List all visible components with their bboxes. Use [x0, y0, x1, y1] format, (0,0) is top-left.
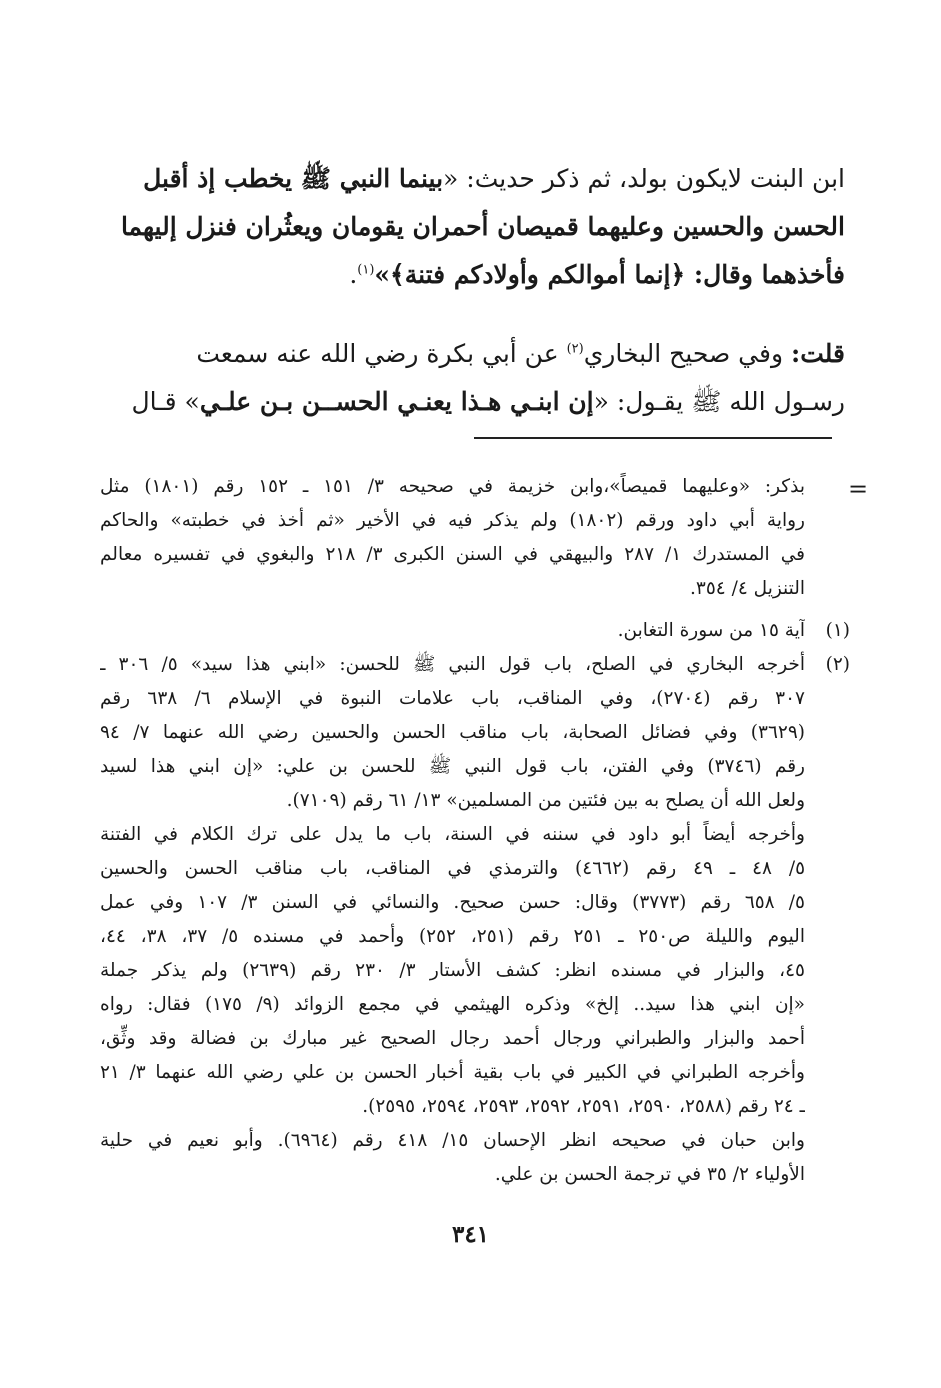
footnote-line: أخرجه البخاري في الصلح، باب قول النبي ﷺ للحسن: «ابني هذا سيد» ٥/ ٣٠٦ ـ — [100, 654, 805, 675]
main-text-run: ابن البنت لايكون بولد، ثم ذكر حديث: « — [443, 164, 845, 193]
footnote-line: أحمد والبزار والطبراني ورجال أحمد رجال الصحيح غير مبارك بن فضالة وقد وثِّق، — [100, 1028, 805, 1049]
hadith-text: فأخذهما وقال: ﴿إنما أموالكم وأولادكم فتنة﴾» — [374, 260, 845, 289]
footnote-line: «إن ابني هذا سيد.. إلخ» وذكره الهيثمي في مجمع الزوائد (٩/ ١٧٥) فقال: رواه — [100, 994, 805, 1015]
footnote-line: اليوم والليلة ص٢٥٠ ـ ٢٥١ رقم (٢٥١، ٢٥٢) وأحمد في مسنده ٥/ ٣٧، ٣٨، ٤٤، — [100, 926, 805, 947]
footnote-separator — [474, 437, 832, 439]
footnote-number-1: (١) — [825, 620, 850, 641]
footnote-line: الأولياء ٢/ ٣٥ في ترجمة الحسن بن علي. — [494, 1164, 805, 1185]
footnote-line: وابن حبان في صحيحه انظر الإحسان ١٥/ ٤١٨ رقم (٦٩٦٤). وأبو نعيم في حلية — [100, 1130, 805, 1151]
hadith-text: بينما النبي ﷺ يخطب إذ أقبل — [143, 164, 444, 193]
page-number: ٣٤١ — [451, 1221, 490, 1248]
footnote-2-abudawud — [100, 818, 805, 1124]
footnote-line: (٣٦٢٩) وفي فضائل الصحابة، باب مناقب الحسن والحسين رضي الله عنهما ٧/ ٩٤ — [100, 722, 805, 743]
main-text-run: . — [349, 260, 358, 289]
main-text-run: رسـول الله ﷺ يقـول: « — [593, 387, 845, 416]
footnote-line: ٥/ ٤٨ ـ ٤٩ رقم (٤٦٦٢) والترمذي في المناقب، باب مناقب الحسن والحسين — [100, 858, 805, 879]
footnote-line: ولعل الله أن يصلح به بين فئتين من المسلمين» ١٣/ ٦١ رقم (٧١٠٩). — [286, 790, 805, 811]
hadith-text: إن ابنـي هـذا يعنـي الحســن بـن علـي — [199, 387, 594, 416]
footnote-line: في المستدرك ١/ ٢٨٧ والبيهقي في السنن الكبرى ٣/ ٢١٨ والبغوي في تفسيره معالم — [100, 544, 805, 565]
footnote-line: وأخرجه أيضاً أبو داود في سننه في السنة، باب ما يدل على ترك الكلام في الفتنة — [100, 824, 805, 845]
main-paragraph-2 — [100, 330, 845, 426]
main-text-run: عن أبي بكرة رضي الله عنه سمعت — [196, 339, 567, 368]
footnote-line: رواية أبي داود ورقم (١٨٠٢) ولم يذكر فيه في الأخير «ثم أخذ في خطبته» والحاكم — [100, 510, 805, 531]
footnote-line: وأخرجه الطبراني في الكبير في باب بقية أخبار الحسن بن علي رضي الله عنهما ٣/ ٢١ — [100, 1062, 805, 1083]
main-text-run: » قـال — [131, 387, 200, 416]
footnote-line: ٤٥، والبزار في مسنده انظر: كشف الأستار ٣/ ٢٣٠ رقم (٢٦٣٩) ولم يذكر جملة — [100, 960, 805, 981]
qultu-label: قلت: — [790, 339, 845, 368]
footnote-2-ibnhibban — [100, 1124, 805, 1192]
footnote-ref: (٢) — [566, 341, 584, 357]
footnote-line: رقم (٣٧٤٦) وفي الفتن، باب قول النبي ﷺ للحسن بن علي: «إن ابني هذا لسيد — [100, 756, 805, 777]
footnote-line: ٣٠٧ رقم (٢٧٠٤)، وفي المناقب، باب علامات النبوة في الإسلام ٦/ ٦٣٨ رقم — [100, 688, 805, 709]
main-line — [100, 251, 845, 299]
footnote-line: آية ١٥ من سورة التغابن. — [617, 620, 805, 641]
footnote-line: التنزيل ٤/ ٣٥٤. — [690, 578, 805, 599]
main-line — [100, 330, 845, 378]
footnote-line: بذكر: «وعليهما قميصاً»،وابن خزيمة في صحيحه ٣/ ١٥١ ـ ١٥٢ رقم (١٨٠١) مثل — [100, 476, 805, 497]
footnote-line: ـ ٢٤ رقم (٢٥٨٨، ٢٥٩٠، ٢٥٩١، ٢٥٩٢، ٢٥٩٣، ٢٥٩٤، ٢٥٩٥). — [362, 1096, 805, 1117]
main-line — [100, 378, 845, 426]
main-line — [100, 155, 845, 203]
main-line: الحسن والحسين وعليهما قميصان أحمران يقومان ويعثُران فنزل إليهما — [120, 212, 845, 241]
continuation-mark: = — [848, 475, 869, 503]
footnote-ref: (١) — [357, 262, 375, 278]
footnote-line: ٥/ ٦٥٨ رقم (٣٧٧٣) وقال: حسن صحيح. والنسائي في السنن ٣/ ١٠٧ وفي عمل — [100, 892, 805, 913]
footnote-number-2: (٢) — [825, 654, 850, 675]
main-text-run: وفي صحيح البخاري — [583, 339, 791, 368]
main-paragraph-1 — [100, 155, 845, 299]
footnote-2 — [100, 648, 805, 818]
footnote-continued — [100, 470, 805, 606]
footnote-1 — [100, 614, 805, 648]
